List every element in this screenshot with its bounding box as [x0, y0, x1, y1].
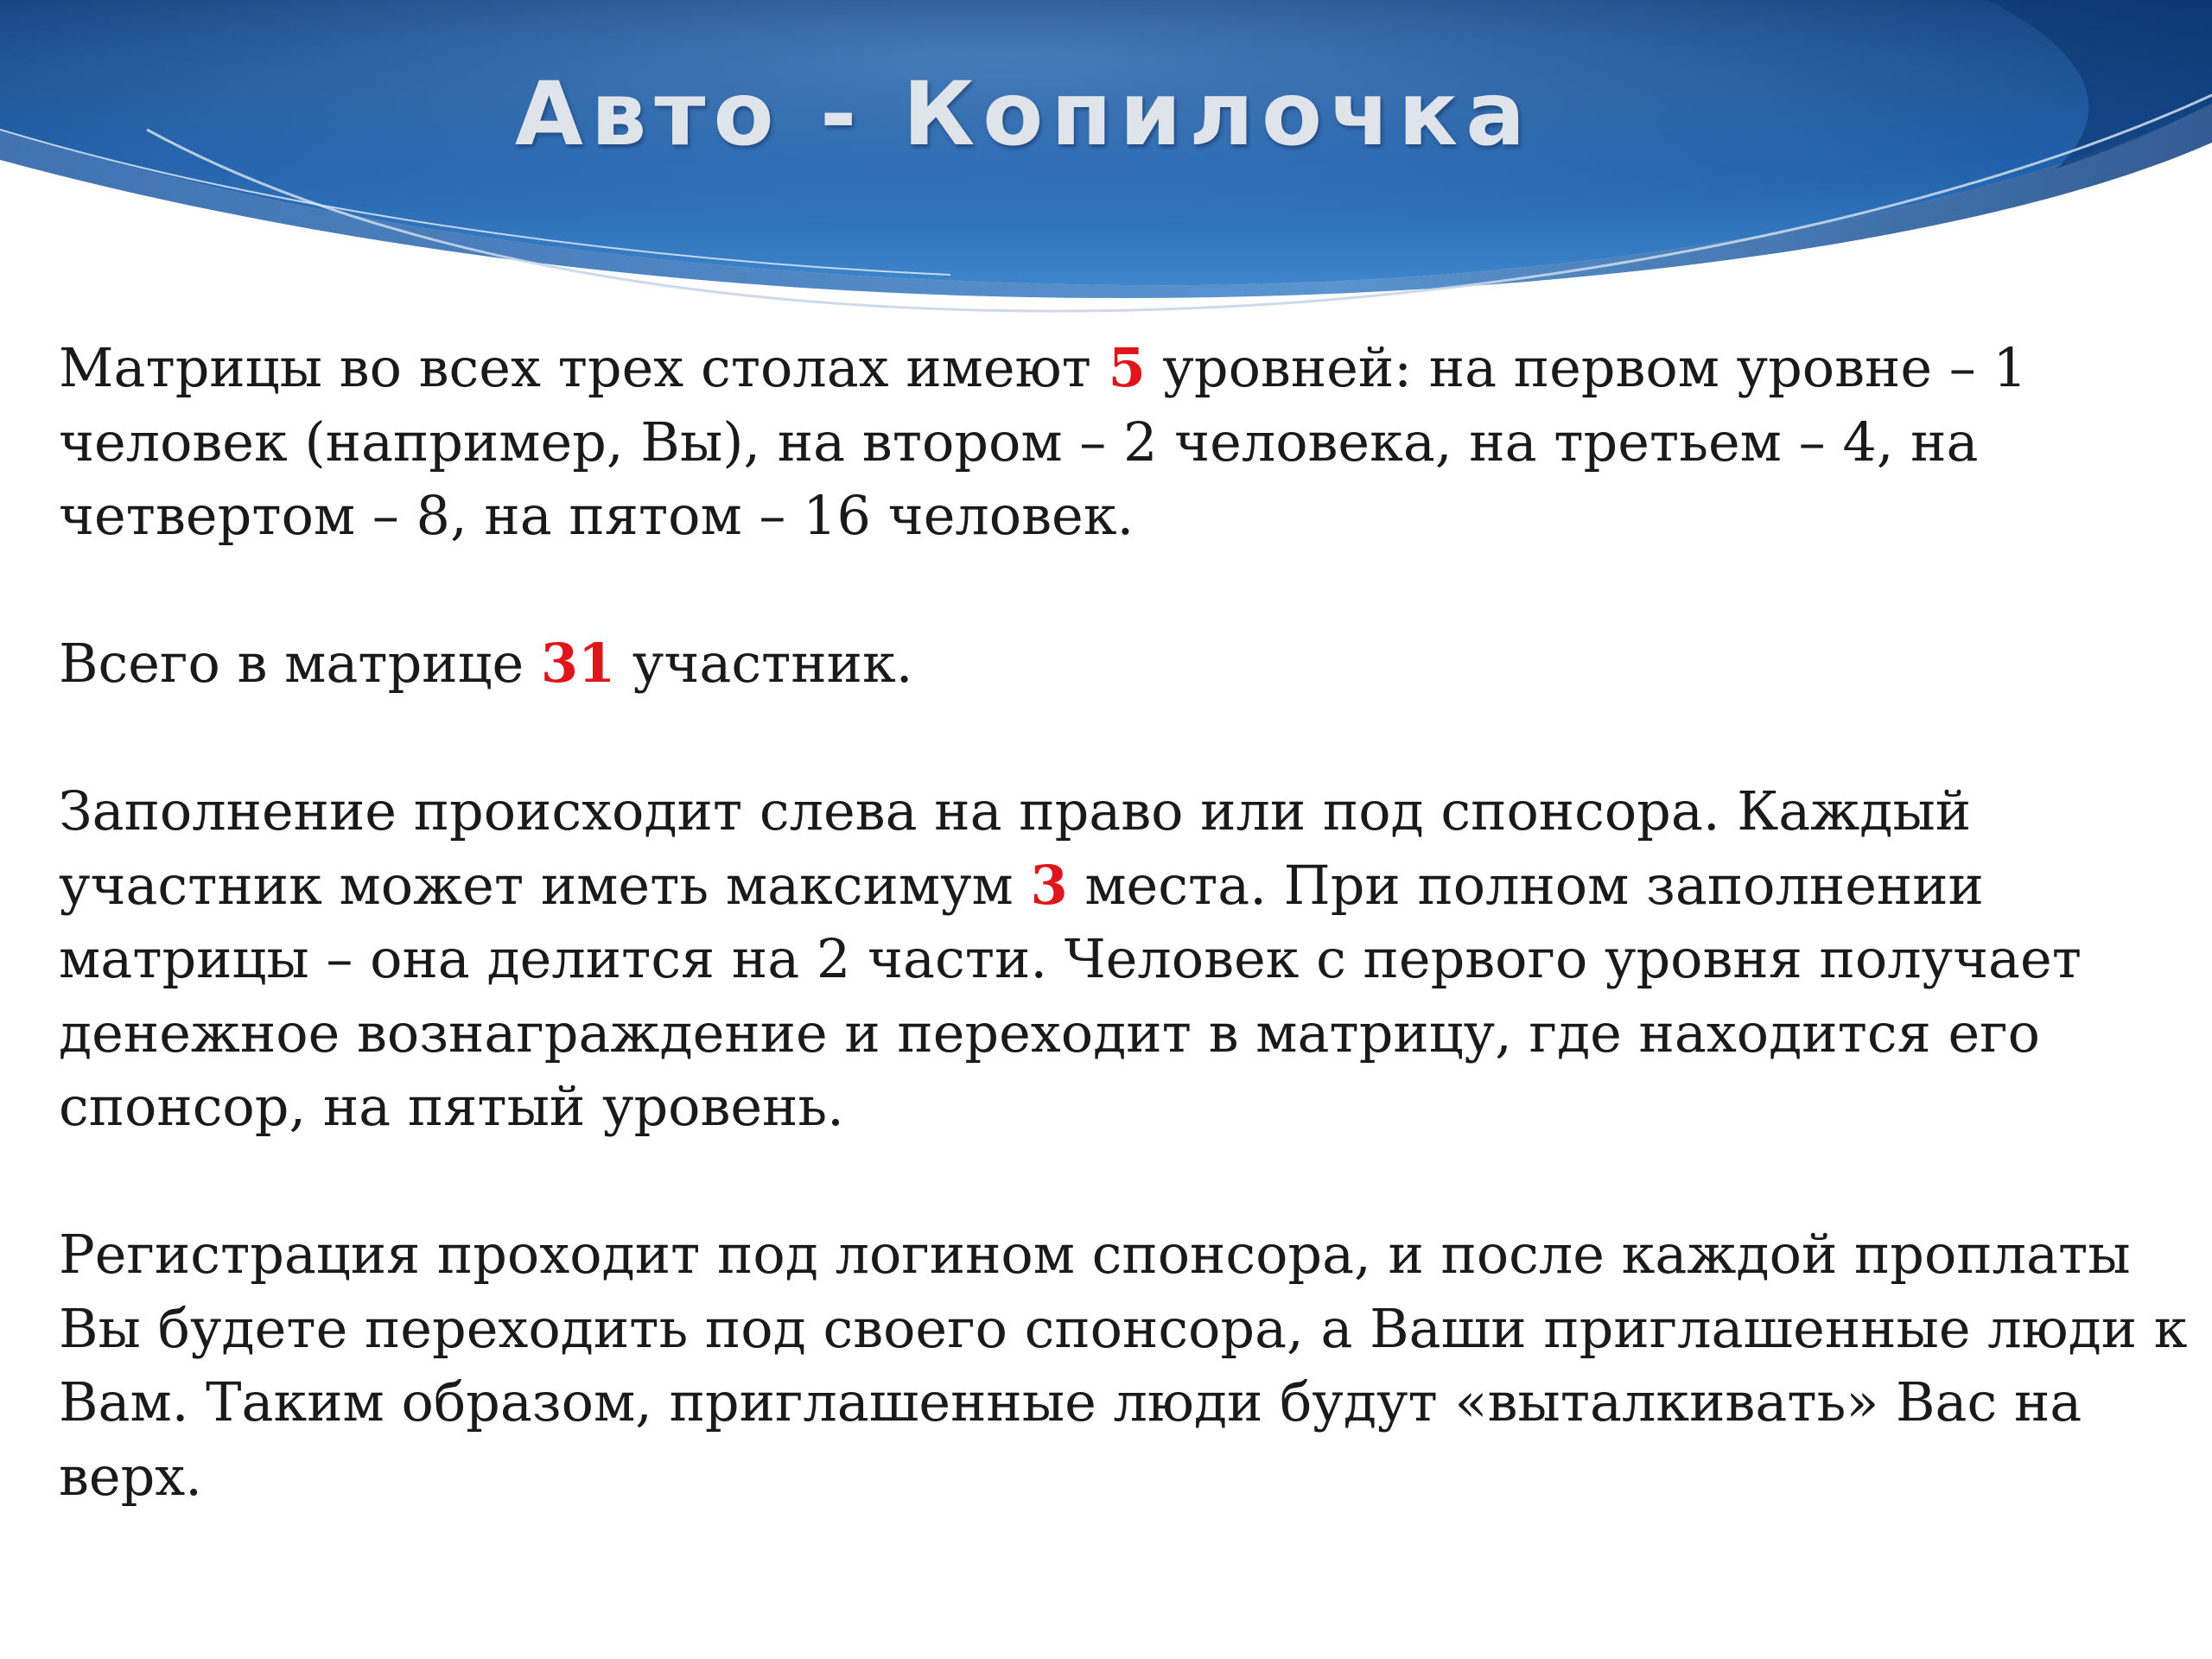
text-line: Заполнение происходит слева на право или под спонсора. Каждый: [59, 779, 1972, 842]
text-line: Вам. Таким образом, приглашенные люди будут «выталкивать» Вас на: [59, 1370, 2082, 1433]
paragraph-levels: [59, 331, 2167, 553]
text-line: Всего в матрице 31 участник.: [59, 632, 913, 695]
text-line: участник может иметь максимум 3 места. При полном заполнении: [59, 853, 1984, 917]
header-wave-graphic: [0, 0, 2212, 363]
text-line: человек (например, Вы), на втором – 2 человека, на третьем – 4, на: [59, 410, 1979, 474]
text-line: верх.: [59, 1444, 202, 1508]
paragraph-registration: [59, 1217, 2188, 1513]
text-line: спонсор, на пятый уровень.: [59, 1075, 844, 1138]
text-line: денежное вознаграждение и переходит в матрицу, где находится его: [59, 1001, 2040, 1065]
slide-body: [59, 331, 2188, 1587]
highlight-number: 5: [1108, 336, 1146, 399]
text-line: Вы будете переходить под своего спонсора, а Ваши приглашенные люди к: [59, 1296, 2188, 1360]
paragraph-filling: [59, 774, 2167, 1144]
highlight-number: 3: [1030, 853, 1068, 917]
text-line: матрицы – она делится на 2 части. Человек с первого уровня получает: [59, 927, 2082, 990]
text-line: Регистрация проходит под логином спонсора, и после каждой проплаты: [59, 1223, 2131, 1286]
paragraph-total: [59, 626, 2167, 701]
slide-title: Авто - Копилочка: [514, 63, 1534, 166]
highlight-number: 31: [540, 632, 616, 695]
text-line: Матрицы во всех трех столах имеют 5 уровней: на первом уровне – 1: [59, 336, 2027, 399]
text-line: четвертом – 8, на пятом – 16 человек.: [59, 484, 1135, 547]
